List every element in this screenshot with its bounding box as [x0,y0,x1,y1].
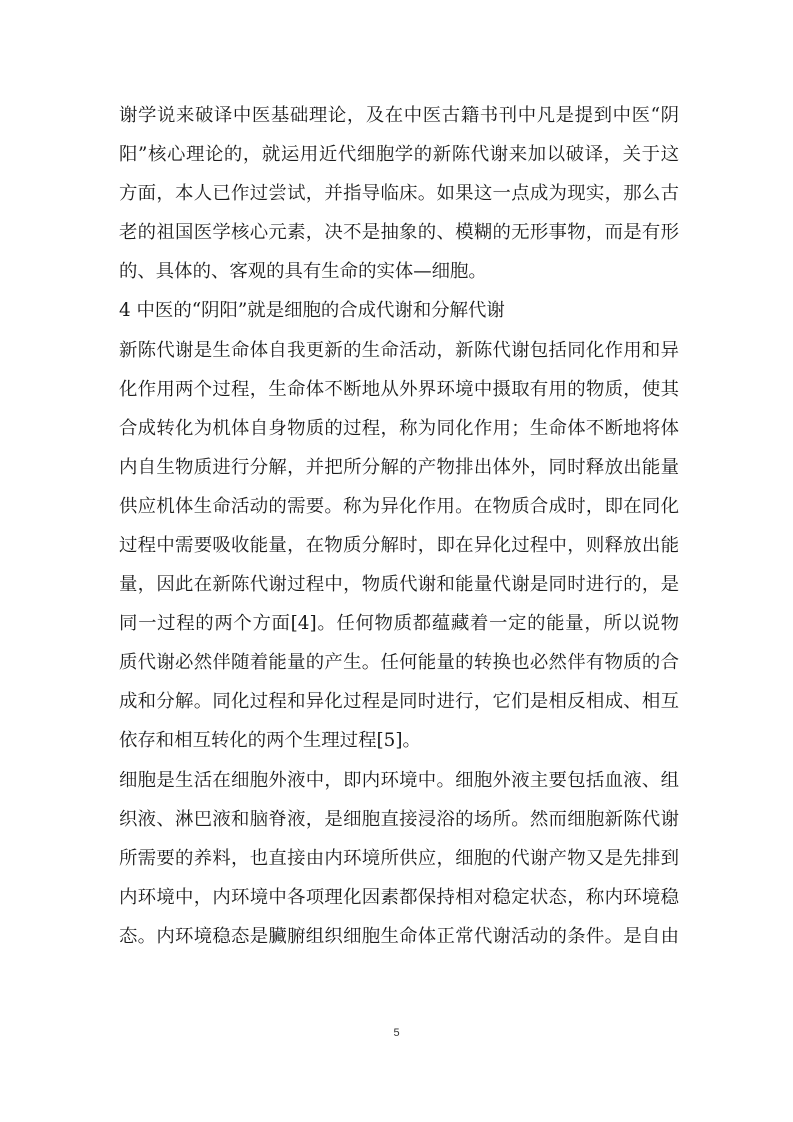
paragraph-1-line-3: 方面，本人已作过尝试，并指导临床。如果这一点成为现实，那么古 [119,183,679,204]
paragraph-2-line-6: 过程中需要吸收能量，在物质分解时，即在异化过程中，则释放出能 [119,535,679,556]
paragraph-1-line-5: 的、具体的、客观的具有生命的实体—细胞。 [119,261,487,282]
paragraph-2-line-2: 化作用两个过程，生命体不断地从外界环境中摄取有用的物质，使其 [119,379,679,400]
paragraph-2-line-9: 质代谢必然伴随着能量的产生。任何能量的转换也必然伴有物质的合 [119,652,679,673]
paragraph-3-line-3: 所需要的养料，也直接由内环境所供应，细胞的代谢产物又是先排到 [119,848,679,869]
paragraph-2-line-5: 供应机体生命活动的需要。称为异化作用。在物质合成时，即在同化 [119,496,679,517]
paragraph-1-line-4: 老的祖国医学核心元素，决不是抽象的、模糊的无形事物，而是有形 [119,222,679,243]
page-number: 5 [393,1027,400,1039]
paragraph-3-line-2: 织液、淋巴液和脑脊液，是细胞直接浸浴的场所。然而细胞新陈代谢 [119,809,679,830]
paragraph-2-line-1: 新陈代谢是生命体自我更新的生命活动，新陈代谢包括同化作用和异 [119,340,679,361]
paragraph-3-line-4: 内环境中，内环境中各项理化因素都保持相对稳定状态，称内环境稳 [119,887,679,908]
paragraph-1-line-2: 阳”核心理论的，就运用近代细胞学的新陈代谢来加以破译，关于这 [119,144,679,165]
paragraph-3-line-1: 细胞是生活在细胞外液中，即内环境中。细胞外液主要包括血液、组 [119,770,679,791]
paragraph-2-line-3: 合成转化为机体自身物质的过程，称为同化作用；生命体不断地将体 [119,418,679,439]
section-heading: 4 中医的“阴阳”就是细胞的合成代谢和分解代谢 [119,300,505,321]
paragraph-2-line-8: 同一过程的两个方面[4]。任何物质都蕴藏着一定的能量，所以说物 [119,613,679,634]
paragraph-1-line-1: 谢学说来破译中医基础理论，及在中医古籍书刊中凡是提到中医“阴 [119,105,679,126]
paragraph-2-line-11: 依存和相互转化的两个生理过程[5]。 [119,730,421,751]
paragraph-2-line-4: 内自生物质进行分解，并把所分解的产物排出体外，同时释放出能量 [119,457,679,478]
paragraph-2-line-10: 成和分解。同化过程和异化过程是同时进行，它们是相反相成、相互 [119,691,679,712]
paragraph-2-line-7: 量，因此在新陈代谢过程中，物质代谢和能量代谢是同时进行的，是 [119,574,679,595]
paragraph-3-line-5: 态。内环境稳态是臟腑组织细胞生命体正常代谢活动的条件。是自由 [119,926,679,947]
